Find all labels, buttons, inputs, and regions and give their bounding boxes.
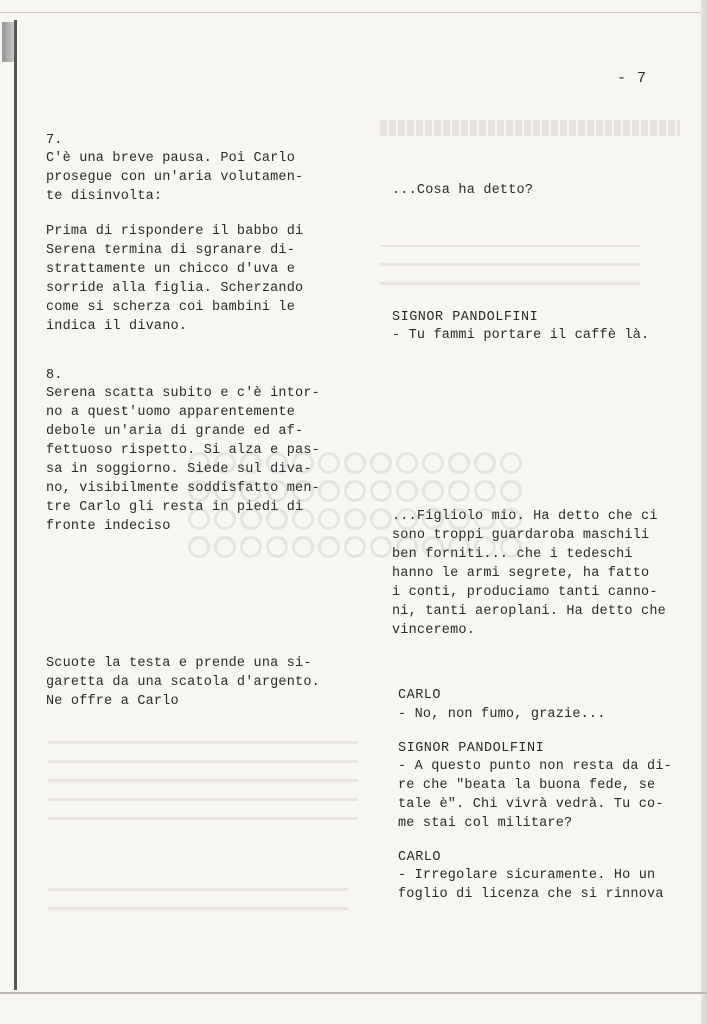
speaker-signor-pandolfini-2: SIGNOR PANDOLFINI	[398, 741, 545, 756]
dialogue-line-5: - A questo punto non resta da di- re che "beata la buona fede, se tale è". Chi vivrà vedrà. Tu co- me stai col militare?	[398, 759, 672, 831]
speaker-carlo-2: CARLO	[398, 850, 442, 865]
dialogue-line-6: - Irregolare sicuramente. Ho un foglio di licenza che si rinnova	[398, 868, 664, 902]
dialogue-line-3: ...Figliolo mio. Ha detto che ci sono troppi guardaroba maschili ben forniti... che i tedeschi hanno le armi segrete, ha fatto i conti, produciamo tanti canno- ni, tanti aeroplani. Ha detto che vinceremo.	[392, 509, 666, 638]
top-edge-line	[0, 12, 707, 13]
binding-mark	[2, 22, 14, 62]
show-through-left	[48, 740, 358, 820]
dialogue-line-1: ...Cosa ha detto?	[392, 183, 534, 198]
show-through-right-2	[380, 245, 640, 285]
dialogue-line-2: - Tu fammi portare il caffè là.	[392, 328, 650, 343]
scene-8-description: Serena scatta subito e c'è intor- no a quest'uomo apparentemente debole un'aria di grande ed af- fettuoso rispetto. Si alza e pas- sa in soggiorno. Siede sul diva- no, visibilmente soddisfatto men- tre Carlo gli resta in piedi di fronte indeciso	[46, 386, 320, 534]
speaker-carlo-1: CARLO	[398, 688, 442, 703]
show-through-left-2	[48, 880, 348, 910]
scene-8-description-2: Scuote la testa e prende una si- garetta da una scatola d'argento. Ne offre a Carlo	[46, 656, 320, 709]
scene-7-description: C'è una breve pausa. Poi Carlo prosegue con un'aria volutamen- te disinvolta:	[46, 151, 304, 204]
scene-7-number: 7.	[46, 133, 63, 148]
scene-7-description-2: Prima di rispondere il babbo di Serena termina di sgranare di- strattamente un chicco d'uva e sorride alla figlia. Scherzando come si scherza coi bambini le indica il divano.	[46, 224, 304, 334]
bottom-edge-line	[0, 992, 707, 994]
speaker-signor-pandolfini-1: SIGNOR PANDOLFINI	[392, 310, 539, 325]
dialogue-line-4: - No, non fumo, grazie...	[398, 707, 606, 722]
show-through-right	[380, 120, 680, 136]
scene-8-number: 8.	[46, 368, 63, 383]
left-margin-line	[14, 20, 17, 990]
right-page-edge	[701, 0, 707, 1024]
page-number: - 7	[617, 70, 648, 87]
